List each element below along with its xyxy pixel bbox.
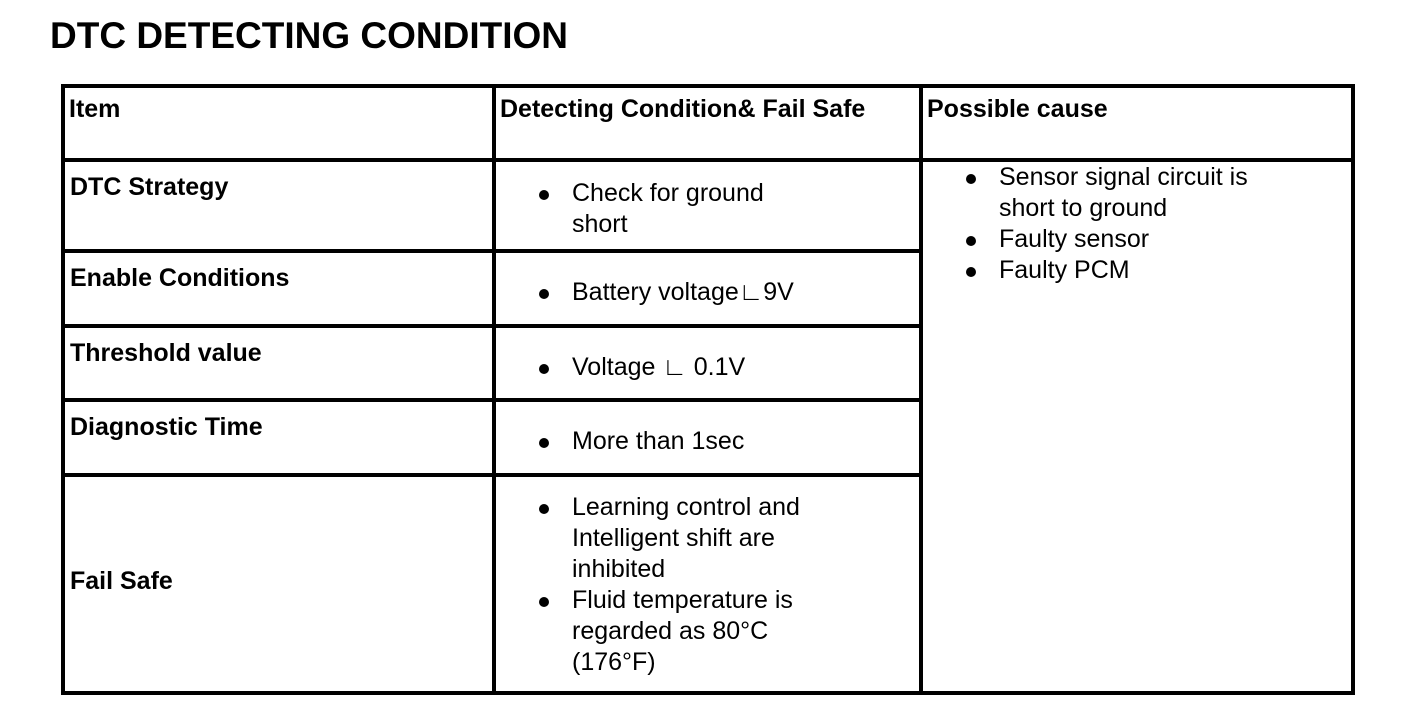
condition-text: More than 1sec [572, 427, 745, 456]
bullet-icon [539, 597, 549, 607]
page-title: DTC DETECTING CONDITION [50, 15, 568, 56]
header-cause [921, 86, 1353, 160]
condition-item [496, 492, 919, 585]
condition-item [496, 426, 919, 457]
item-label: Diagnostic Time [70, 413, 263, 442]
condition-text: Check for ground short [572, 179, 764, 238]
condition-cell [494, 326, 921, 401]
condition-text: Learning control and Intelligent shift are inhibited [572, 492, 800, 583]
table-header-row [63, 86, 1353, 160]
bullet-icon [966, 174, 976, 184]
cause-text: Faulty sensor [999, 225, 1150, 253]
header-cause-label: Possible cause [927, 95, 1108, 123]
cause-text: Sensor signal circuit is short to ground [999, 163, 1248, 222]
item-cell [63, 326, 494, 401]
condition-list [496, 253, 919, 308]
cause-item [923, 224, 1351, 255]
item-label: Threshold value [70, 338, 262, 367]
header-condition-label: Detecting Condition& Fail Safe [500, 95, 866, 123]
item-cell [63, 475, 494, 693]
item-cell [63, 251, 494, 326]
condition-item [496, 178, 919, 240]
cause-text: Faulty PCM [999, 256, 1130, 284]
header-condition [494, 86, 921, 160]
condition-cell [494, 251, 921, 326]
cause-item [923, 162, 1351, 224]
bullet-icon [539, 190, 549, 200]
table-row [63, 160, 1353, 251]
condition-text: Fluid temperature is regarded as 80°C (176°F) [572, 585, 793, 676]
condition-cell [494, 160, 921, 251]
condition-cell [494, 475, 921, 693]
condition-list [496, 477, 919, 678]
bullet-icon [539, 438, 549, 448]
bullet-icon [966, 236, 976, 246]
item-label: DTC Strategy [70, 173, 229, 201]
header-item [63, 86, 494, 160]
item-cell [63, 160, 494, 251]
condition-cell [494, 400, 921, 475]
bullet-icon [539, 289, 549, 299]
dtc-table [61, 84, 1355, 695]
condition-item [496, 352, 919, 383]
condition-text: Voltage ∟ 0.1V [572, 352, 746, 381]
item-label: Enable Conditions [70, 263, 290, 292]
cause-list [923, 162, 1351, 330]
item-cell [63, 400, 494, 475]
header-item-label: Item [69, 95, 121, 123]
condition-text: Battery voltage∟9V [572, 277, 794, 306]
condition-list [496, 402, 919, 457]
condition-list [496, 162, 919, 240]
cause-item [923, 255, 1351, 286]
condition-item [496, 277, 919, 308]
bullet-icon [539, 364, 549, 374]
bullet-icon [966, 267, 976, 277]
condition-item [496, 585, 919, 678]
cause-cell [921, 160, 1353, 693]
condition-list [496, 328, 919, 383]
item-label: Fail Safe [70, 567, 173, 596]
bullet-icon [539, 504, 549, 514]
